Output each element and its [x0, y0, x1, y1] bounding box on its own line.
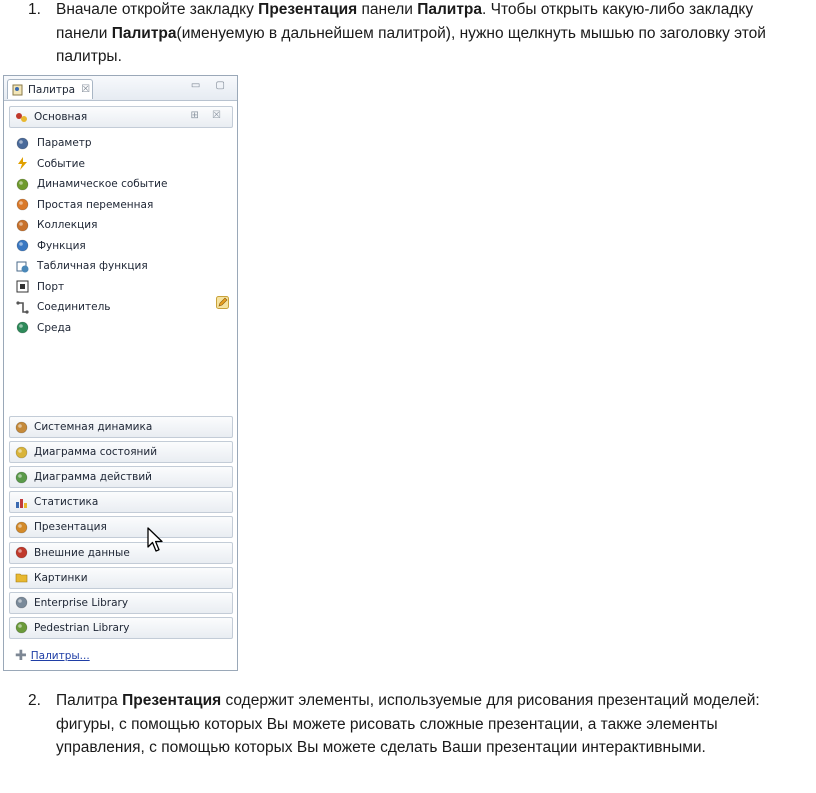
minimize-maximize-icons[interactable]: ▭ ▢ — [190, 80, 231, 91]
paragraph-text — [56, 0, 788, 69]
variable-icon — [16, 198, 29, 211]
category-label: Enterprise Library — [34, 596, 129, 609]
dynamic-event-icon — [16, 178, 29, 191]
pictures-folder-icon — [15, 571, 28, 584]
palette-item[interactable] — [16, 278, 64, 296]
palette-category[interactable] — [9, 542, 233, 564]
palette-item[interactable] — [16, 216, 97, 234]
palette-item[interactable] — [16, 155, 85, 173]
enterprise-library-icon — [15, 596, 28, 609]
palette-tab-icon — [12, 84, 24, 96]
statistics-chart-icon — [15, 496, 28, 509]
palette-item-label: Порт — [37, 280, 65, 293]
palette-item-label: Событие — [37, 157, 85, 170]
more-palettes[interactable] — [15, 648, 90, 664]
palette-category[interactable] — [9, 416, 233, 438]
function-icon — [16, 239, 29, 252]
category-label: Диаграмма действий — [34, 471, 152, 484]
presentation-icon — [15, 521, 28, 534]
palette-item-label: Соединитель — [37, 301, 111, 313]
statechart-icon — [15, 446, 28, 459]
parameter-icon — [16, 137, 29, 150]
instruction-paragraph-2 — [28, 689, 788, 760]
palette-category[interactable] — [9, 491, 233, 513]
palette-item-label: Параметр — [37, 137, 92, 149]
palette-item-label: Среда — [37, 321, 72, 334]
category-tools-icons[interactable]: ⊞ ☒ — [190, 110, 226, 121]
category-label: Pedestrian Library — [34, 621, 130, 634]
action-chart-icon — [15, 471, 28, 484]
palette-header — [4, 76, 237, 101]
collection-icon — [16, 219, 29, 232]
palette-item[interactable] — [16, 134, 92, 152]
bold-term: Презентация — [122, 692, 222, 709]
event-lightning-icon — [16, 157, 29, 170]
palette-category[interactable] — [9, 617, 233, 639]
category-label: Системная динамика — [34, 421, 153, 433]
bold-term: Презентация — [258, 1, 358, 18]
category-label: Статистика — [34, 496, 99, 509]
palette-category[interactable] — [9, 441, 233, 463]
palette-tab[interactable] — [7, 79, 93, 99]
category-label: Картинки — [34, 571, 88, 584]
palette-item[interactable] — [16, 237, 86, 255]
palette-item[interactable] — [16, 175, 167, 193]
text-run: Вначале откройте закладку — [56, 1, 259, 18]
palette-tab-title: Палитра — [28, 83, 76, 96]
port-icon — [16, 280, 29, 293]
palette-item[interactable] — [16, 196, 153, 214]
edit-pencil-icon[interactable] — [216, 296, 229, 309]
close-icon[interactable]: ☒ — [81, 84, 91, 95]
category-label: Презентация — [34, 521, 107, 534]
text-run: панели — [357, 1, 418, 18]
system-dynamics-icon — [15, 421, 28, 434]
table-function-icon — [16, 260, 29, 273]
category-label: Основная — [34, 111, 88, 123]
mouse-cursor-icon — [147, 527, 165, 553]
bold-term: Палитра — [111, 24, 177, 42]
connector-icon — [16, 301, 29, 314]
plus-icon: ✚ — [15, 648, 27, 664]
text-run: содержит элементы, используемые для рисования презентаций моделей: фигуры, с помощью которых Вы можете рисовать сложные презентации, а также элементы управления, с помощью которых Вы можете сделать Ваши презентации интерактивными. — [56, 692, 760, 756]
palette-item-label: Простая переменная — [37, 198, 154, 211]
more-palettes-link[interactable]: Палитры... — [30, 650, 90, 662]
text-run: Палитра — [56, 692, 123, 709]
instruction-paragraph-1 — [28, 0, 788, 69]
palette-item-label: Динамическое событие — [37, 178, 168, 190]
category-main[interactable] — [9, 106, 233, 128]
palette-panel — [3, 75, 238, 671]
palette-item[interactable] — [16, 257, 148, 275]
palette-item[interactable] — [16, 319, 71, 337]
main-palette-icon — [15, 111, 28, 124]
pedestrian-library-icon — [15, 621, 28, 634]
palette-category[interactable] — [9, 567, 233, 589]
palette-item[interactable] — [16, 298, 110, 316]
category-label: Диаграмма состояний — [34, 446, 158, 459]
paragraph-number: 2. — [28, 692, 41, 709]
environment-globe-icon — [16, 321, 29, 334]
palette-item-label: Функция — [37, 239, 86, 252]
palette-item-label: Коллекция — [37, 219, 98, 231]
paragraph-text — [56, 689, 788, 760]
text-run: (именуемую в дальнейшем палитрой), нужно щелкнуть мышью по заголовку этой палитры. — [56, 24, 766, 65]
palette-category[interactable] — [9, 592, 233, 614]
palette-category[interactable] — [9, 466, 233, 488]
palette-category[interactable] — [9, 516, 233, 538]
paragraph-number: 1. — [28, 1, 41, 18]
external-data-icon — [15, 546, 28, 559]
text-run: . Чтобы открыть какую-либо закладку панели — [56, 1, 754, 42]
category-label: Внешние данные — [34, 546, 130, 559]
palette-item-label: Табличная функция — [37, 260, 148, 272]
bold-term: Палитра — [417, 1, 483, 18]
